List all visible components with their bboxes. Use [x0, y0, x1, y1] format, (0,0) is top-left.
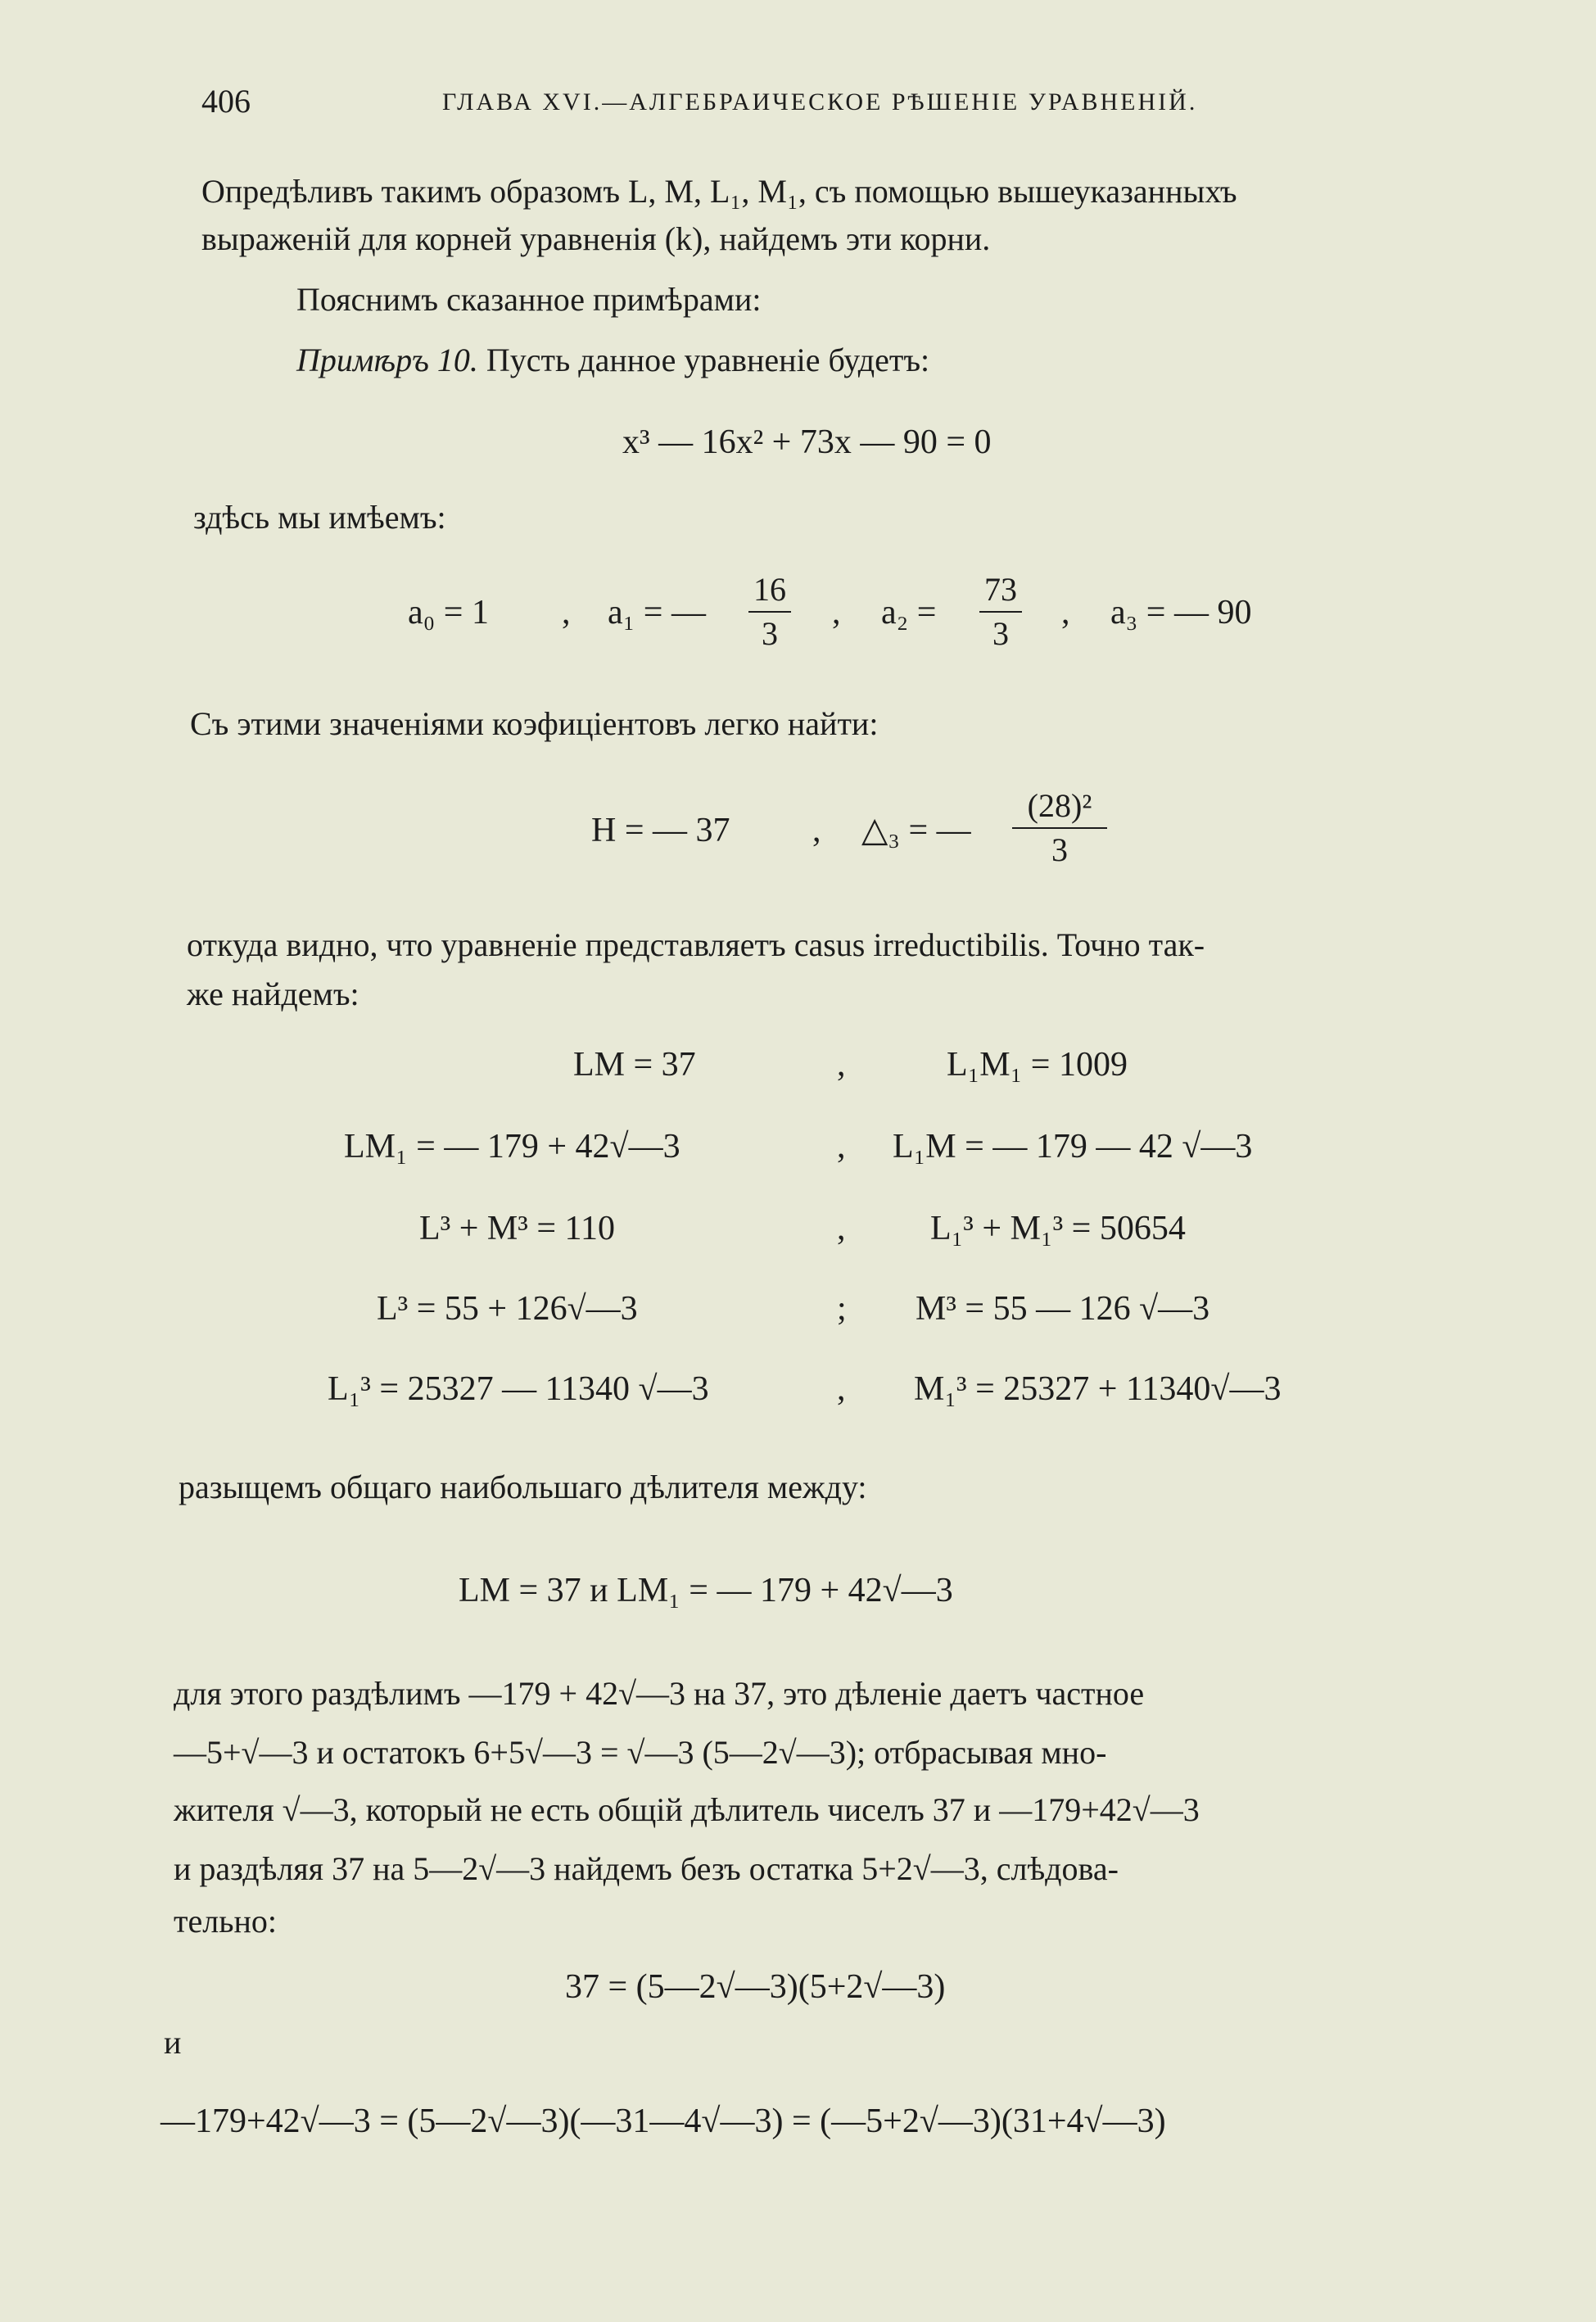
system-left: LM₁ = — 179 + 42√—3	[344, 1128, 680, 1166]
paragraph-line: выраженій для корней уравненія (k), найдемъ эти корни.	[201, 220, 991, 257]
fraction-numerator: 73	[984, 571, 1017, 608]
paragraph-line: Съ этими значеніями коэфиціентовъ легко найти:	[190, 705, 879, 742]
paragraph-line: и раздѣляя 37 на 5—2√—3 найдемъ безъ остатка 5+2√—3, слѣдова-	[174, 1850, 1119, 1887]
fraction-bar	[1012, 827, 1107, 829]
system-left: L₁³ = 25327 — 11340 √—3	[328, 1370, 709, 1408]
system-separator: ,	[837, 1210, 846, 1247]
equation: LM = 37 и LM₁ = — 179 + 42√—3	[459, 1572, 953, 1609]
example-label: Примѣръ 10.	[296, 342, 478, 378]
fraction-numerator: (28)²	[1027, 787, 1092, 824]
coefficient-a1-lhs: a₁ = —	[608, 594, 706, 631]
system-right: M³ = 55 — 126 √—3	[916, 1290, 1210, 1328]
separator: ,	[1061, 594, 1070, 631]
coefficient-a0: a₀ = 1	[408, 594, 489, 631]
example-text: Пусть данное уравненіе будетъ:	[486, 342, 930, 378]
system-separator: ,	[837, 1370, 846, 1408]
equation: 37 = (5—2√—3)(5+2√—3)	[565, 1968, 946, 2006]
coefficient-a3: a₃ = — 90	[1110, 594, 1252, 631]
paragraph-line: Опредѣливъ такимъ образомъ L, M, L₁, M₁, съ помощью вышеуказанныхъ	[201, 173, 1237, 210]
paragraph-line: и	[164, 2024, 182, 2061]
system-separator: ,	[837, 1128, 846, 1166]
system-separator: ;	[837, 1290, 847, 1328]
system-left: L³ = 55 + 126√—3	[377, 1290, 638, 1328]
chapter-header: ГЛАВА XVI.—АЛГЕБРАИЧЕСКОЕ РѢШЕНІЕ УРАВНЕНІЙ.	[442, 88, 1198, 115]
separator: ,	[562, 594, 571, 631]
paragraph-line: здѣсь мы имѣемъ:	[193, 499, 446, 536]
separator: ,	[832, 594, 841, 631]
system-right: L₁³ + M₁³ = 50654	[930, 1210, 1186, 1247]
h-value: H = — 37	[591, 812, 730, 849]
fraction-a2	[979, 572, 1022, 652]
paragraph-line: —5+√—3 и остатокъ 6+5√—3 = √—3 (5—2√—3); отбрасывая мно-	[174, 1734, 1107, 1771]
equation: x³ — 16x² + 73x — 90 = 0	[622, 423, 992, 461]
coefficient-a2-lhs: a₂ =	[881, 594, 937, 631]
paragraph-line: же найдемъ:	[187, 975, 359, 1012]
paragraph-line: жителя √—3, который не есть общій дѣлитель чиселъ 37 и —179+42√—3	[174, 1791, 1200, 1828]
fraction-denominator: 3	[1051, 831, 1068, 868]
fraction-delta	[1012, 788, 1107, 868]
fraction-denominator: 3	[992, 615, 1009, 652]
fraction-bar	[748, 611, 791, 613]
system-left: LM = 37	[573, 1046, 696, 1084]
paragraph-line: тельно:	[174, 1903, 277, 1940]
system-separator: ,	[837, 1046, 846, 1084]
system-right: L₁M₁ = 1009	[947, 1046, 1128, 1084]
equation: —179+42√—3 = (5—2√—3)(—31—4√—3) = (—5+2√—3)(31+4√—3)	[161, 2102, 1166, 2140]
fraction-numerator: 16	[753, 571, 786, 608]
fraction-denominator: 3	[762, 615, 778, 652]
system-left: L³ + M³ = 110	[419, 1210, 615, 1247]
paragraph-line: для этого раздѣлимъ —179 + 42√—3 на 37, это дѣленіе даетъ частное	[174, 1675, 1145, 1712]
paragraph-line	[296, 341, 929, 380]
system-right: L₁M = — 179 — 42 √—3	[893, 1128, 1253, 1166]
fraction-a1	[748, 572, 791, 652]
system-right: M₁³ = 25327 + 11340√—3	[914, 1370, 1282, 1408]
paragraph-line: откуда видно, что уравненіе представляетъ casus irreductibilis. Точно так-	[187, 926, 1205, 963]
paragraph-line: разыщемъ общаго наибольшаго дѣлителя между:	[179, 1469, 867, 1505]
page-number: 406	[201, 83, 251, 120]
paragraph-line: Пояснимъ сказанное примѣрами:	[296, 281, 762, 318]
delta-lhs: △₃ = —	[861, 812, 971, 849]
separator: ,	[812, 812, 821, 849]
fraction-bar	[979, 611, 1022, 613]
